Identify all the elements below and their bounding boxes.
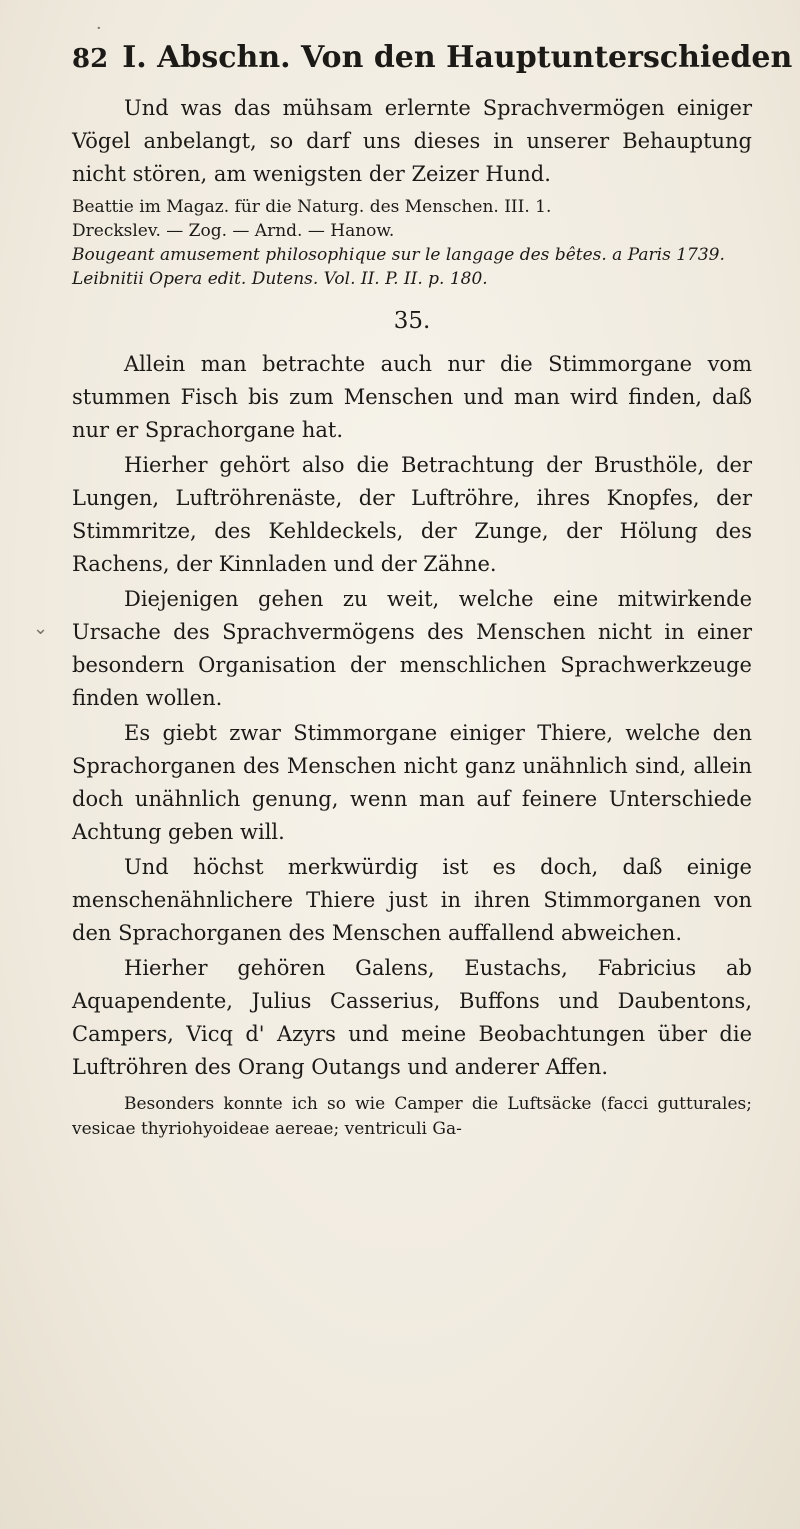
- text-body: [72, 92, 752, 1142]
- paragraph-2: Allein man betrachte auch nur die Stimmorgane vom stummen Fisch bis zum Menschen und man wird finden, daß nur er Sprachorgane hat.: [72, 352, 752, 442]
- paragraph-7: Hierher gehören Galens, Eustachs, Fabricius ab Aquapendente, Julius Casserius, Buffons und Daubentons, Campers, Vicq d' Azyrs und meine Beobachtungen über die Luftröhren des Orang Outangs und anderer Affen.: [72, 956, 752, 1079]
- paragraph-3: Hierher gehört also die Betrachtung der Brusthöle, der Lungen, Luftröhrenäste, der Luftröhre, ihres Knopfes, der Stimmritze, des Kehldeckels, der Zunge, der Hölung des Rachens, der Kinnladen und der Zähne.: [72, 453, 752, 576]
- reference-item: Dreckslev. — Zog. — Arnd. — Hanow.: [72, 221, 395, 241]
- header-title: I. Abschn. Von den Hauptunterschieden: [122, 40, 793, 75]
- paragraph-1: Und was das mühsam erlernte Sprachvermögen einiger Vögel anbelangt, so darf uns dieses in unserer Behauptung nicht stören, am wenigsten der Zeizer Hund.: [72, 96, 752, 186]
- reference-item: Beattie im Magaz. für die Naturg. des Menschen. III. 1.: [72, 197, 552, 217]
- paragraph-6: Und höchst merkwürdig ist es doch, daß einige menschenähnlichere Thiere just in ihren Stimmorganen von den Sprachorganen des Menschen auffallend abweichen.: [72, 855, 752, 945]
- reference-list: [72, 195, 752, 291]
- speck-mark: ·: [96, 18, 102, 39]
- page-number: 82: [72, 44, 109, 74]
- running-header: [72, 40, 793, 75]
- section-number: 35.: [393, 308, 431, 334]
- paragraph-5: Es giebt zwar Stimmorgane einiger Thiere, welche den Sprachorganen des Menschen nicht ganz unähnlich sind, allein doch unähnlich genung, wenn man auf feinere Unterschiede Achtung geben will.: [72, 721, 752, 844]
- footnote: Besonders konnte ich so wie Camper die Luftsäcke (facci gutturales; vesicae thyriohyoideae aereae; ventriculi Ga-: [72, 1094, 752, 1139]
- reference-item: Leibnitii Opera edit. Dutens. Vol. II. P. II. p. 180.: [72, 269, 488, 289]
- reference-item: Bougeant amusement philosophique sur le langage des bêtes. a Paris 1739.: [72, 245, 725, 265]
- margin-mark: ⌄: [33, 618, 49, 639]
- paragraph-4: Diejenigen gehen zu weit, welche eine mitwirkende Ursache des Sprachvermögens des Menschen nicht in einer besondern Organisation der menschlichen Sprachwerkzeuge finden wollen.: [72, 587, 752, 710]
